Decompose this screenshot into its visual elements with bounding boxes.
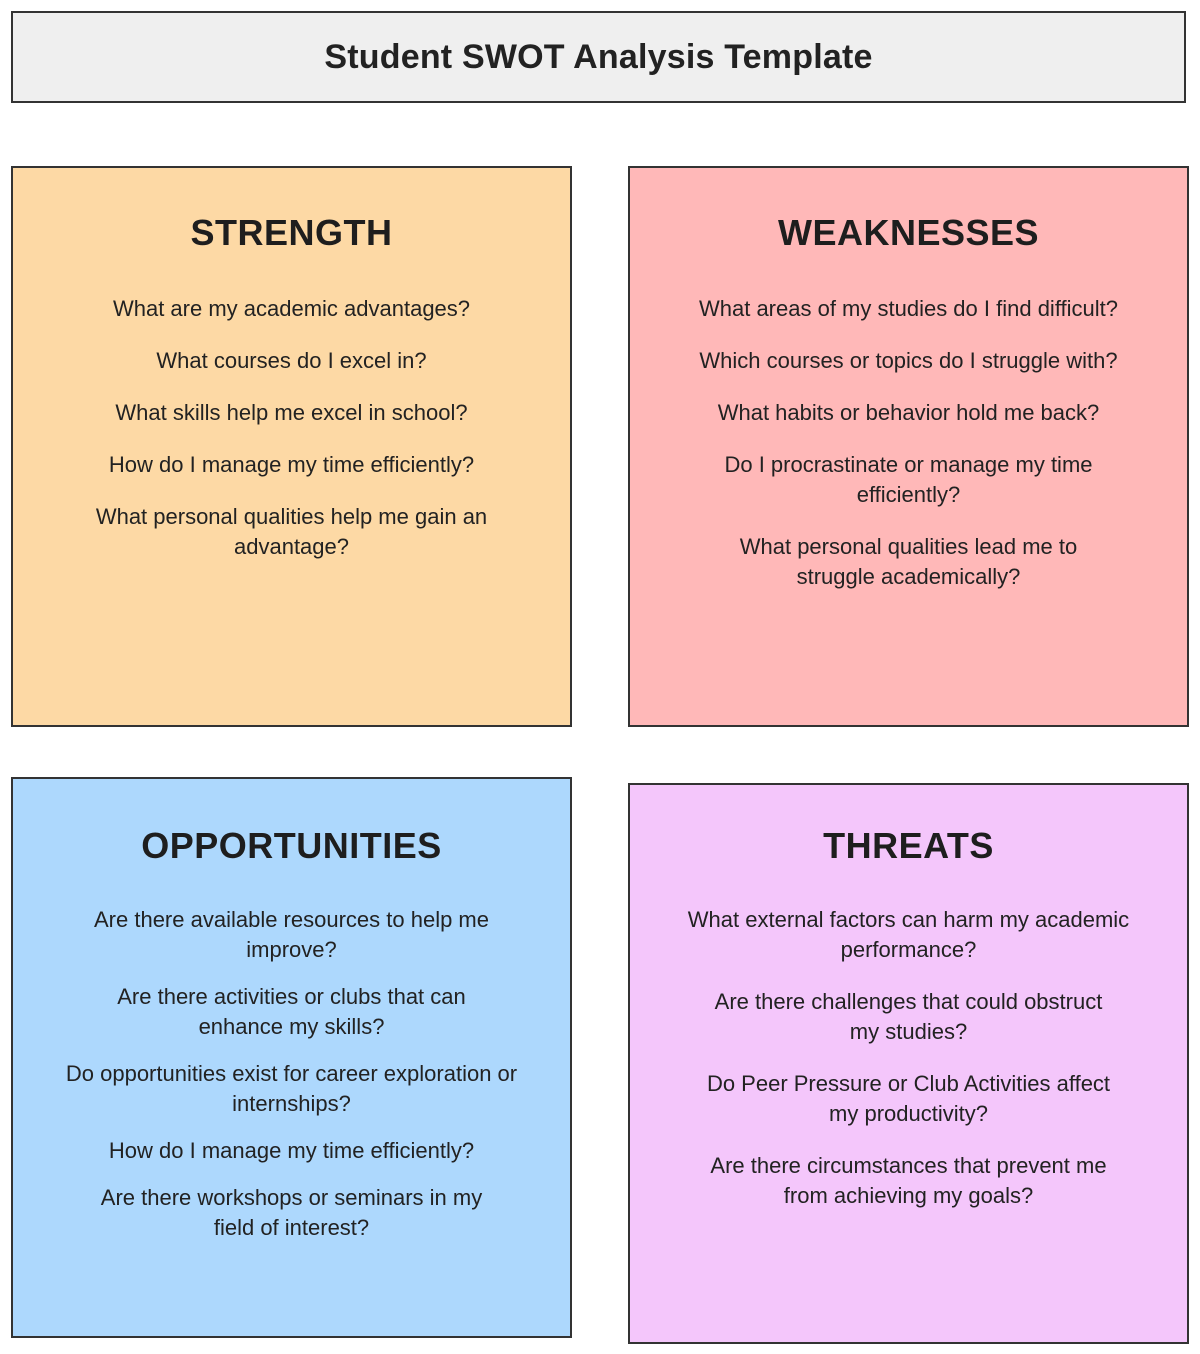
opportunities-list xyxy=(13,905,570,1243)
strength-item: What personal qualities help me gain an advantage? xyxy=(95,504,488,559)
threats-item: What external factors can harm my academic performance? xyxy=(687,907,1130,962)
opportunities-quadrant xyxy=(11,777,572,1338)
threats-list xyxy=(630,905,1187,1211)
strength-item: How do I manage my time efficiently? xyxy=(108,452,475,477)
weaknesses-heading: WEAKNESSES xyxy=(777,212,1040,253)
weaknesses-item: Which courses or topics do I struggle with? xyxy=(699,348,1118,373)
weaknesses-quadrant xyxy=(628,166,1189,727)
strength-item: What are my academic advantages? xyxy=(112,296,471,321)
opportunities-item: How do I manage my time efficiently? xyxy=(108,1138,475,1163)
threats-item: Do Peer Pressure or Club Activities affect my productivity? xyxy=(706,1071,1111,1126)
opportunities-heading: OPPORTUNITIES xyxy=(141,825,442,866)
weaknesses-item: What areas of my studies do I find difficult? xyxy=(698,296,1119,321)
threats-heading: THREATS xyxy=(823,825,994,866)
opportunities-item: Are there available resources to help me improve? xyxy=(94,907,489,962)
weaknesses-item: What habits or behavior hold me back? xyxy=(717,400,1100,425)
page-title: Student SWOT Analysis Template xyxy=(324,37,873,76)
strength-item: What courses do I excel in? xyxy=(156,348,427,373)
threats-quadrant xyxy=(628,783,1189,1344)
strength-quadrant xyxy=(11,166,572,727)
threats-item: Are there challenges that could obstruct my studies? xyxy=(714,989,1103,1044)
weaknesses-item: Do I procrastinate or manage my time efficiently? xyxy=(724,452,1093,507)
weaknesses-item: What personal qualities lead me to struggle academically? xyxy=(739,534,1078,589)
title-box xyxy=(11,11,1186,103)
opportunities-item: Do opportunities exist for career exploration or internships? xyxy=(65,1061,518,1116)
threats-item: Are there circumstances that prevent me from achieving my goals? xyxy=(710,1153,1107,1208)
weaknesses-list xyxy=(630,294,1187,592)
strength-item: What skills help me excel in school? xyxy=(115,400,468,425)
opportunities-item: Are there activities or clubs that can enhance my skills? xyxy=(117,984,466,1039)
strength-list xyxy=(13,294,570,562)
strength-heading: STRENGTH xyxy=(190,212,393,253)
opportunities-item: Are there workshops or seminars in my field of interest? xyxy=(100,1185,483,1240)
